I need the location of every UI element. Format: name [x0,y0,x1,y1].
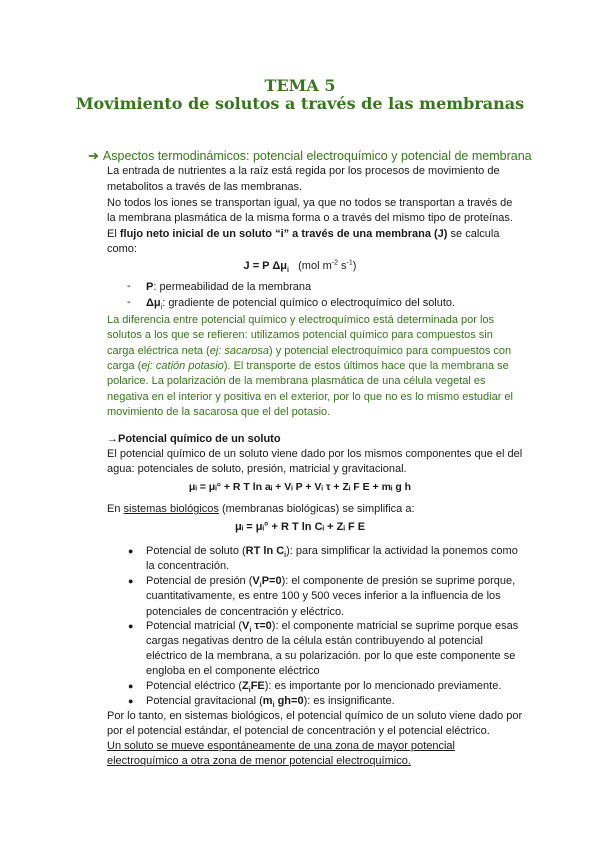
bullet-line: Potencial gravitacional ($m_i$ gh=0): es insignificante. [146,695,395,710]
bullet-icon: ● [128,546,134,556]
bullet-line: cuantitativamente, es entre 100 y 500 veces inferior a la influencia de los [146,590,501,602]
paragraph-line: carga eléctrica neta (ej: sacarosa) y potencial electroquímico para compuestos con [107,345,512,357]
bold-term: flujo neto inicial de un soluto “i” a través de una membrana (J) [119,228,448,240]
chapter-title: Movimiento de solutos a través de las membranas [75,94,525,113]
arrow-right-icon: ➔ [88,148,99,163]
paragraph-line: polarice. La polarización de la membrana plasmática de una célula vegetal es [107,375,486,387]
paragraph-line: metabolitos a través de las membranas. [107,181,303,193]
bullet-icon: ● [128,576,134,586]
arrow-icon: → [107,433,118,445]
paragraph-line: movimiento de la sacarosa que el del potasio. [107,406,331,418]
paragraph-line: por el potencial estándar, el potencial de concentración y el potencial eléctrico. [107,725,490,737]
section-heading-text: Aspectos termodinámicos: potencial electroquímico y potencial de membrana [102,149,532,163]
equation-units: (mol $m^{-2}$ $s^{-1}$) [298,259,357,272]
bullet-icon: ● [128,621,134,631]
chapter-number: TEMA 5 [264,76,336,95]
paragraph-line: No todos los iones se transportan igual, ya que no todos se transportan a través de [107,197,513,209]
simplified-equation: μᵢ = μᵢ° + R T ln Cᵢ + Zᵢ F E [234,521,366,533]
chemical-potential-equation: μᵢ = μᵢ° + R T ln aᵢ + Vᵢ P + Vᵢ τ + Zᵢ F E + mᵢ g h [188,481,412,493]
definition-item: $\Delta\mu_i$: gradiente de potencial químico o electroquímico del soluto. [146,297,456,312]
subsection-heading: →Potencial químico de un soluto [107,433,281,445]
paragraph-line: La diferencia entre potencial químico y electroquímico está determinada por los [107,314,495,326]
bullet-line: Potencial de soluto (RT $\ln C_i$): para simplificar la actividad la ponemos como [146,545,518,560]
bullet-line: engloba en el componente eléctrico [146,665,320,677]
paragraph-line: agua: potenciales de soluto, presión, matricial y gravitacional. [107,463,407,475]
subscript: i [287,267,289,275]
bullet-line: Potencial eléctrico $(Z_iFE)$: es importante por lo mencionado previamente. [146,680,502,695]
paragraph-line: la membrana plasmática de la misma forma o a través del mismo tipo de proteínas. [107,212,513,224]
bullet-line: la concentración. [146,560,230,572]
key-statement-line: Un soluto se mueve espontáneamente de una zona de mayor potencial [107,740,455,752]
definition-item: P: permeabilidad de la membrana [146,281,312,293]
list-dash: - [127,280,131,292]
bullet-line: eléctrico de la membrana, a su polarización. por lo que este componente se [146,650,516,662]
paragraph-line: solutos a los que se refieren: utilizamos potencial químico para compuestos sin [107,329,493,341]
bullet-line: Potencial matricial ($V_i$ τ=0): el componente matricial se suprime porque esas [146,620,519,635]
paragraph-line: negativa en el interior y positiva en el exterior, por lo que no es lo mismo estudiar el [107,391,513,403]
paragraph-line: Por lo tanto, en sistemas biológicos, el potencial químico de un soluto viene dado por [107,710,523,722]
paragraph-line: carga (ej: catión potasio). El transporte de estos últimos hace que la membrana se [107,360,509,372]
paragraph-line: La entrada de nutrientes a la raíz está regida por los procesos de movimiento de [107,165,500,177]
paragraph-line: En sistemas biológicos (membranas biológicas) se simplifica a: [107,503,415,515]
bullet-icon: ● [128,696,134,706]
bullet-line: Potencial de presión $(V_iP=0)$: el componente de presión se suprime porque, [146,575,516,590]
flux-equation [0,259,600,275]
equation-main: J = P Δμ [243,260,288,272]
paragraph-line: como: [107,243,137,255]
flux-definition [107,227,527,243]
text-fragment: El [107,228,120,240]
section-heading [88,148,532,164]
paragraph-line: El potencial químico de un soluto viene dado por los mismos componentes que el del [107,448,523,460]
bullet-icon: ● [128,681,134,691]
list-dash: - [127,296,131,308]
text-fragment: se calcula [447,228,500,240]
bullet-line: cargas negativas dentro de la célula están contribuyendo al potencial [146,635,483,647]
bullet-line: potenciales de concentración y eléctrico. [146,606,345,618]
key-statement-line: electroquímico a otra zona de menor potencial electroquímico. [107,755,411,767]
